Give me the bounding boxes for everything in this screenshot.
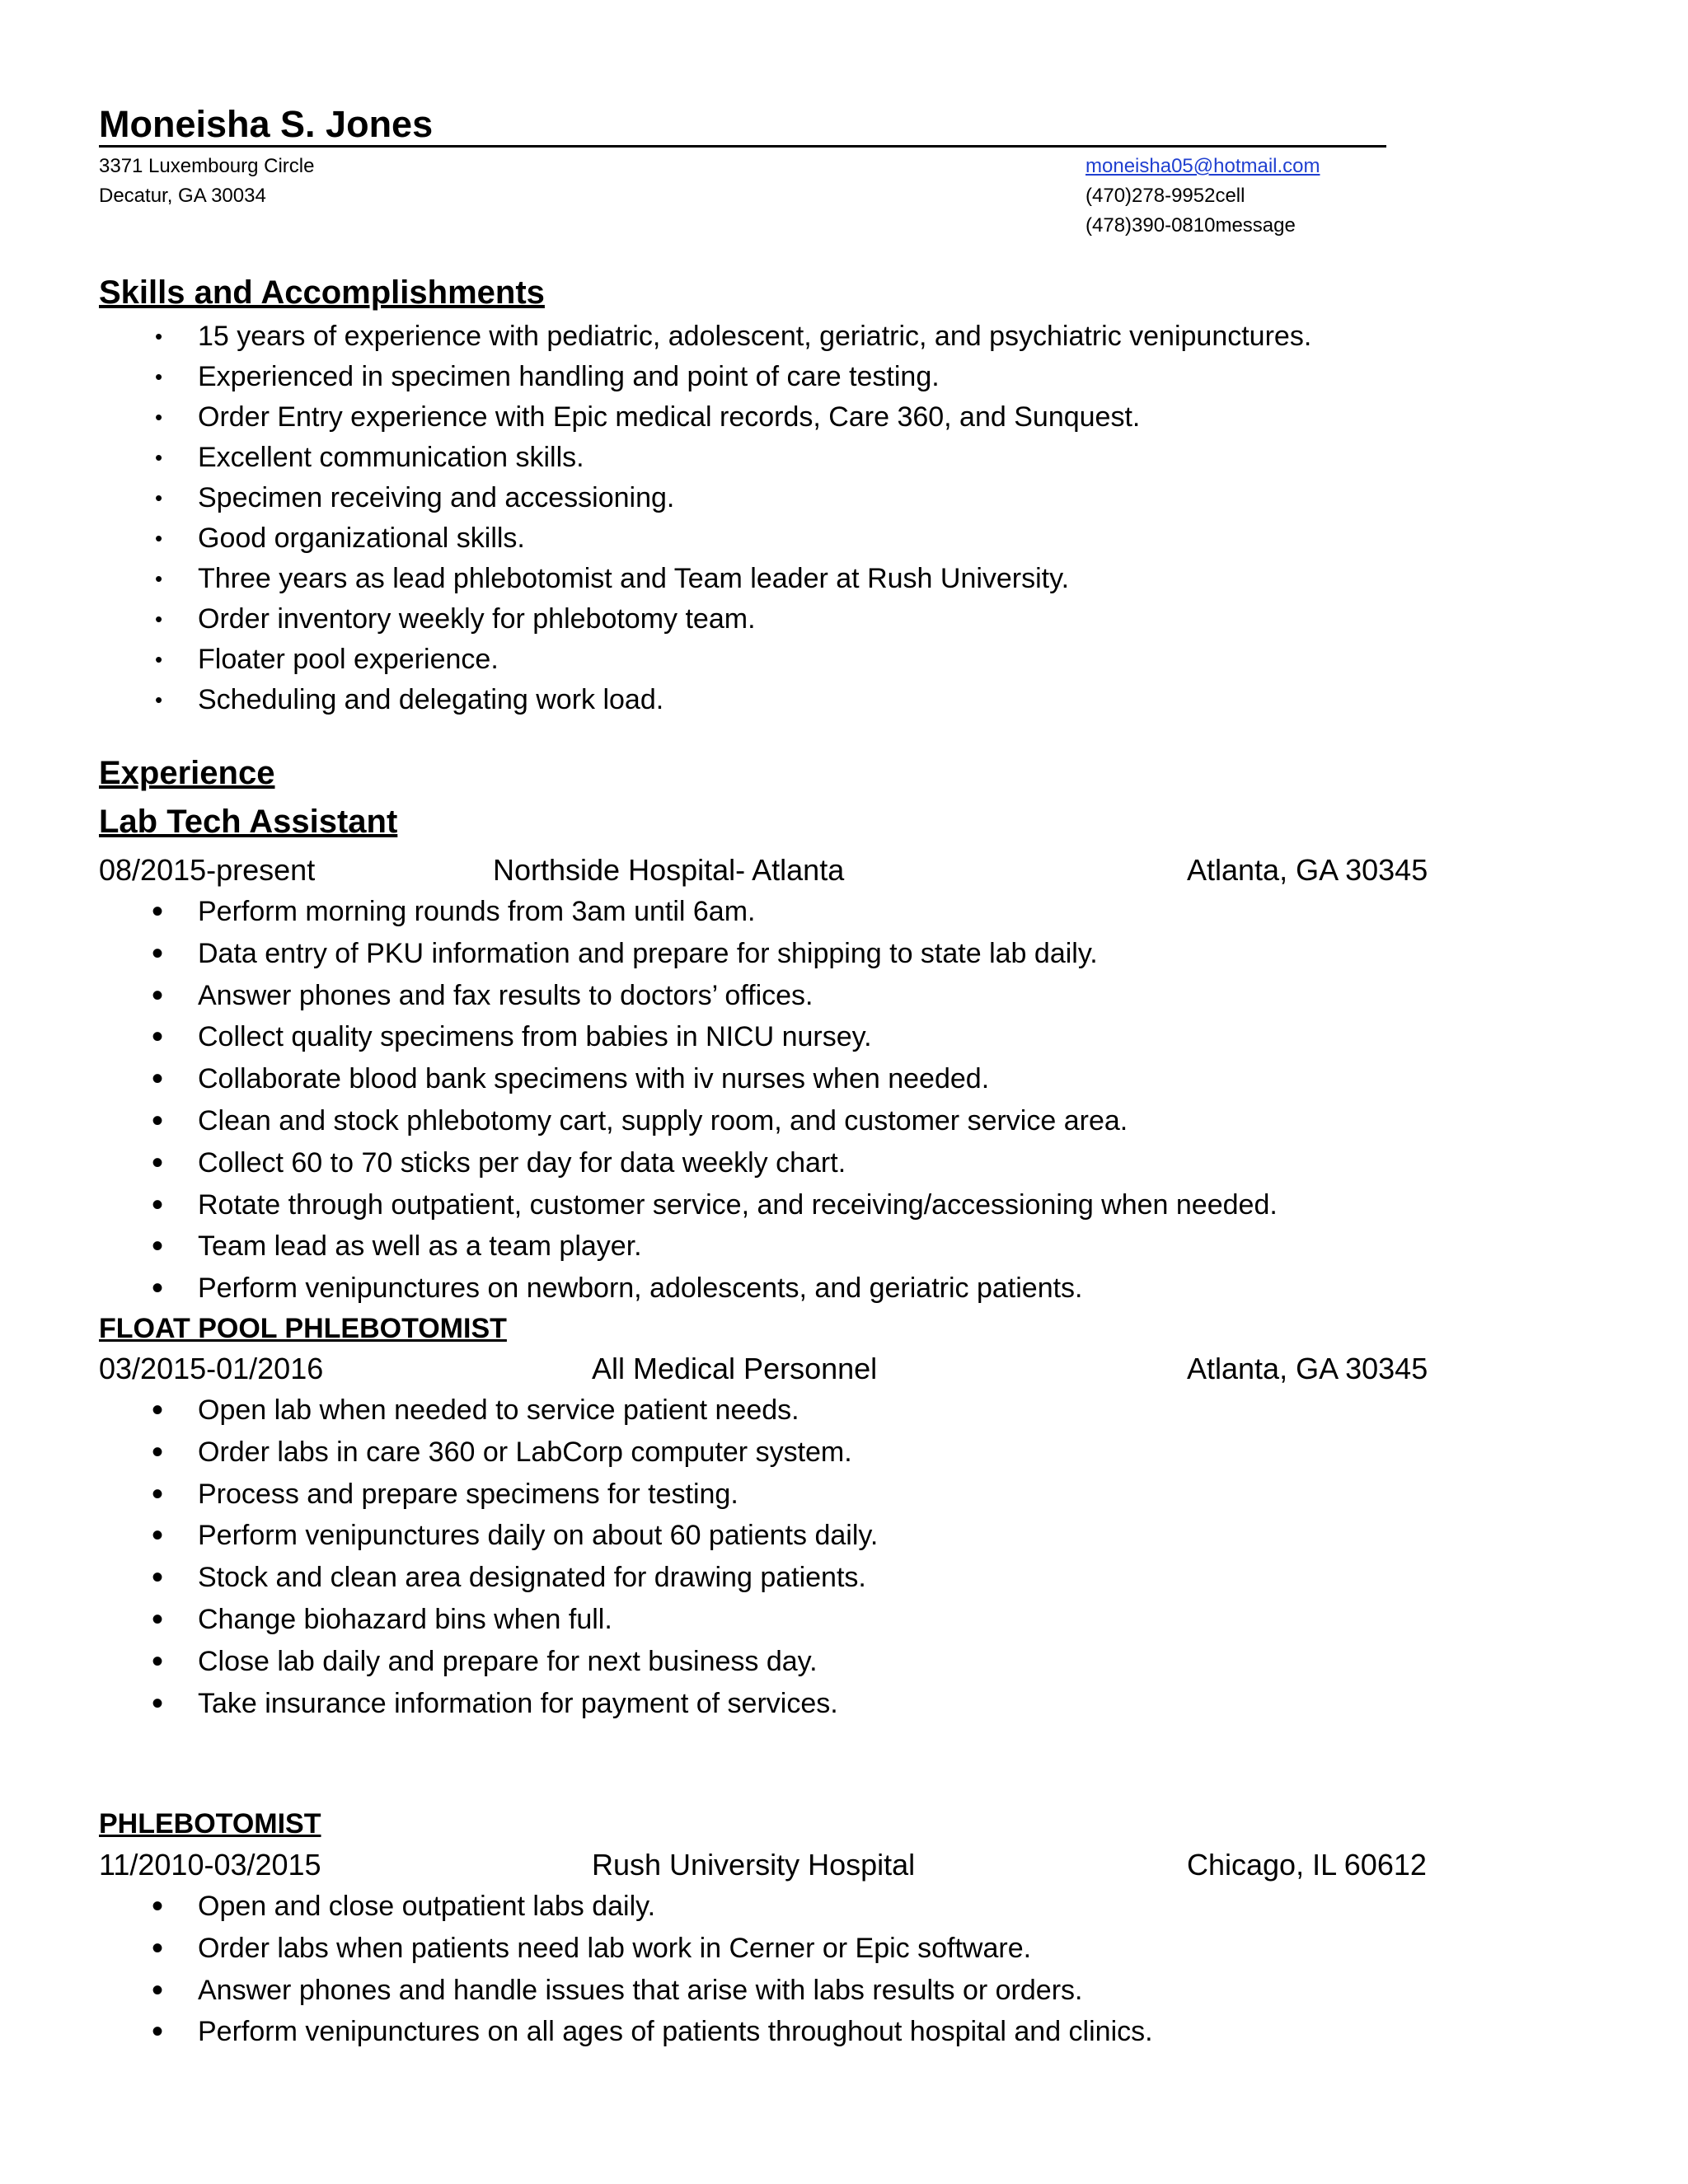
list-item: • Open lab when needed to service patient needs.	[0, 1390, 878, 1432]
list-item: • Data entry of PKU information and prepare for shipping to state lab daily.	[0, 933, 1278, 975]
list-item: • Specimen receiving and accessioning.	[0, 478, 1311, 518]
skills-heading: Skills and Accomplishments	[99, 274, 545, 311]
job-title-phlebotomist: PHLEBOTOMIST	[99, 1808, 321, 1840]
job-dates: 03/2015-01/2016	[99, 1352, 324, 1385]
list-item: • Rotate through outpatient, customer service, and receiving/accessioning when needed.	[0, 1184, 1278, 1226]
job-dates: 08/2015-present	[99, 853, 316, 887]
list-item: • Order Entry experience with Epic medical records, Care 360, and Sunquest.	[0, 397, 1311, 438]
list-item: • Close lab daily and prepare for next business day.	[0, 1641, 878, 1683]
list-item: • Perform morning rounds from 3am until 6am.	[0, 891, 1278, 933]
job-duties-list	[0, 1390, 878, 1724]
job-duties-list	[0, 891, 1278, 1310]
list-item: • Order labs in care 360 or LabCorp computer system.	[0, 1432, 878, 1474]
candidate-name: Moneisha S. Jones	[99, 103, 434, 145]
job-location: Atlanta, GA 30345	[1187, 1352, 1428, 1385]
list-item: • Clean and stock phlebotomy cart, supply room, and customer service area.	[0, 1100, 1278, 1142]
job-info-line	[99, 1350, 1517, 1388]
list-item: • Perform venipunctures on all ages of patients throughout hospital and clinics.	[0, 2011, 1153, 2053]
job-location: Atlanta, GA 30345	[1187, 853, 1428, 887]
list-item: • Take insurance information for payment of services.	[0, 1683, 878, 1725]
job-dates: 11/2010-03/2015	[99, 1848, 321, 1882]
list-item: • Open and close outpatient labs daily.	[0, 1886, 1153, 1928]
list-item: • Experienced in specimen handling and point of care testing.	[0, 357, 1311, 397]
list-item: • Perform venipunctures on newborn, adolescents, and geriatric patients.	[0, 1268, 1278, 1310]
job-employer: All Medical Personnel	[592, 1352, 878, 1385]
job-employer: Northside Hospital- Atlanta	[493, 853, 845, 887]
address-block	[99, 152, 314, 211]
list-item: • Good organizational skills.	[0, 518, 1311, 559]
list-item: • Process and prepare specimens for testing.	[0, 1474, 878, 1516]
list-item: • Answer phones and handle issues that arise with labs results or orders.	[0, 1970, 1153, 2012]
list-item: • Stock and clean area designated for drawing patients.	[0, 1557, 878, 1599]
list-item: • 15 years of experience with pediatric, adolescent, geriatric, and psychiatric venipunctures.	[0, 316, 1311, 357]
job-title-lab-tech-assistant: Lab Tech Assistant	[99, 804, 398, 840]
list-item: • Team lead as well as a team player.	[0, 1226, 1278, 1268]
list-item: • Collect quality specimens from babies in NICU nursey.	[0, 1016, 1278, 1058]
job-title-float-pool: FLOAT POOL PHLEBOTOMIST	[99, 1313, 507, 1344]
skills-list	[0, 316, 1311, 720]
list-item: • Three years as lead phlebotomist and Team leader at Rush University.	[0, 559, 1311, 599]
list-item: • Collect 60 to 70 sticks per day for data weekly chart.	[0, 1142, 1278, 1184]
job-employer: Rush University Hospital	[592, 1848, 916, 1882]
list-item: • Order labs when patients need lab work in Cerner or Epic software.	[0, 1928, 1153, 1970]
name-underline	[99, 104, 1386, 148]
job-duties-list	[0, 1886, 1153, 2053]
job-location: Chicago, IL 60612	[1187, 1848, 1427, 1882]
address-line-1: 3371 Luxembourg Circle	[99, 155, 315, 177]
list-item: • Perform venipunctures daily on about 60 patients daily.	[0, 1515, 878, 1557]
address-line-2: Decatur, GA 30034	[99, 185, 266, 207]
list-item: • Scheduling and delegating work load.	[0, 680, 1311, 720]
list-item: • Collaborate blood bank specimens with iv nurses when needed.	[0, 1058, 1278, 1100]
list-item: • Order inventory weekly for phlebotomy team.	[0, 599, 1311, 640]
job-info-line	[99, 1846, 1517, 1884]
list-item: • Floater pool experience.	[0, 640, 1311, 680]
phone-message: (478)390-0810message	[1085, 214, 1296, 237]
list-item: • Answer phones and fax results to doctors’ offices.	[0, 975, 1278, 1017]
email-link[interactable]: moneisha05@hotmail.com	[1085, 155, 1320, 177]
experience-heading: Experience	[99, 755, 275, 791]
contact-block	[1085, 152, 1320, 241]
list-item: • Change biohazard bins when full.	[0, 1599, 878, 1641]
list-item: • Excellent communication skills.	[0, 438, 1311, 478]
job-info-line	[99, 851, 1517, 889]
phone-cell: (470)278-9952cell	[1085, 185, 1245, 207]
